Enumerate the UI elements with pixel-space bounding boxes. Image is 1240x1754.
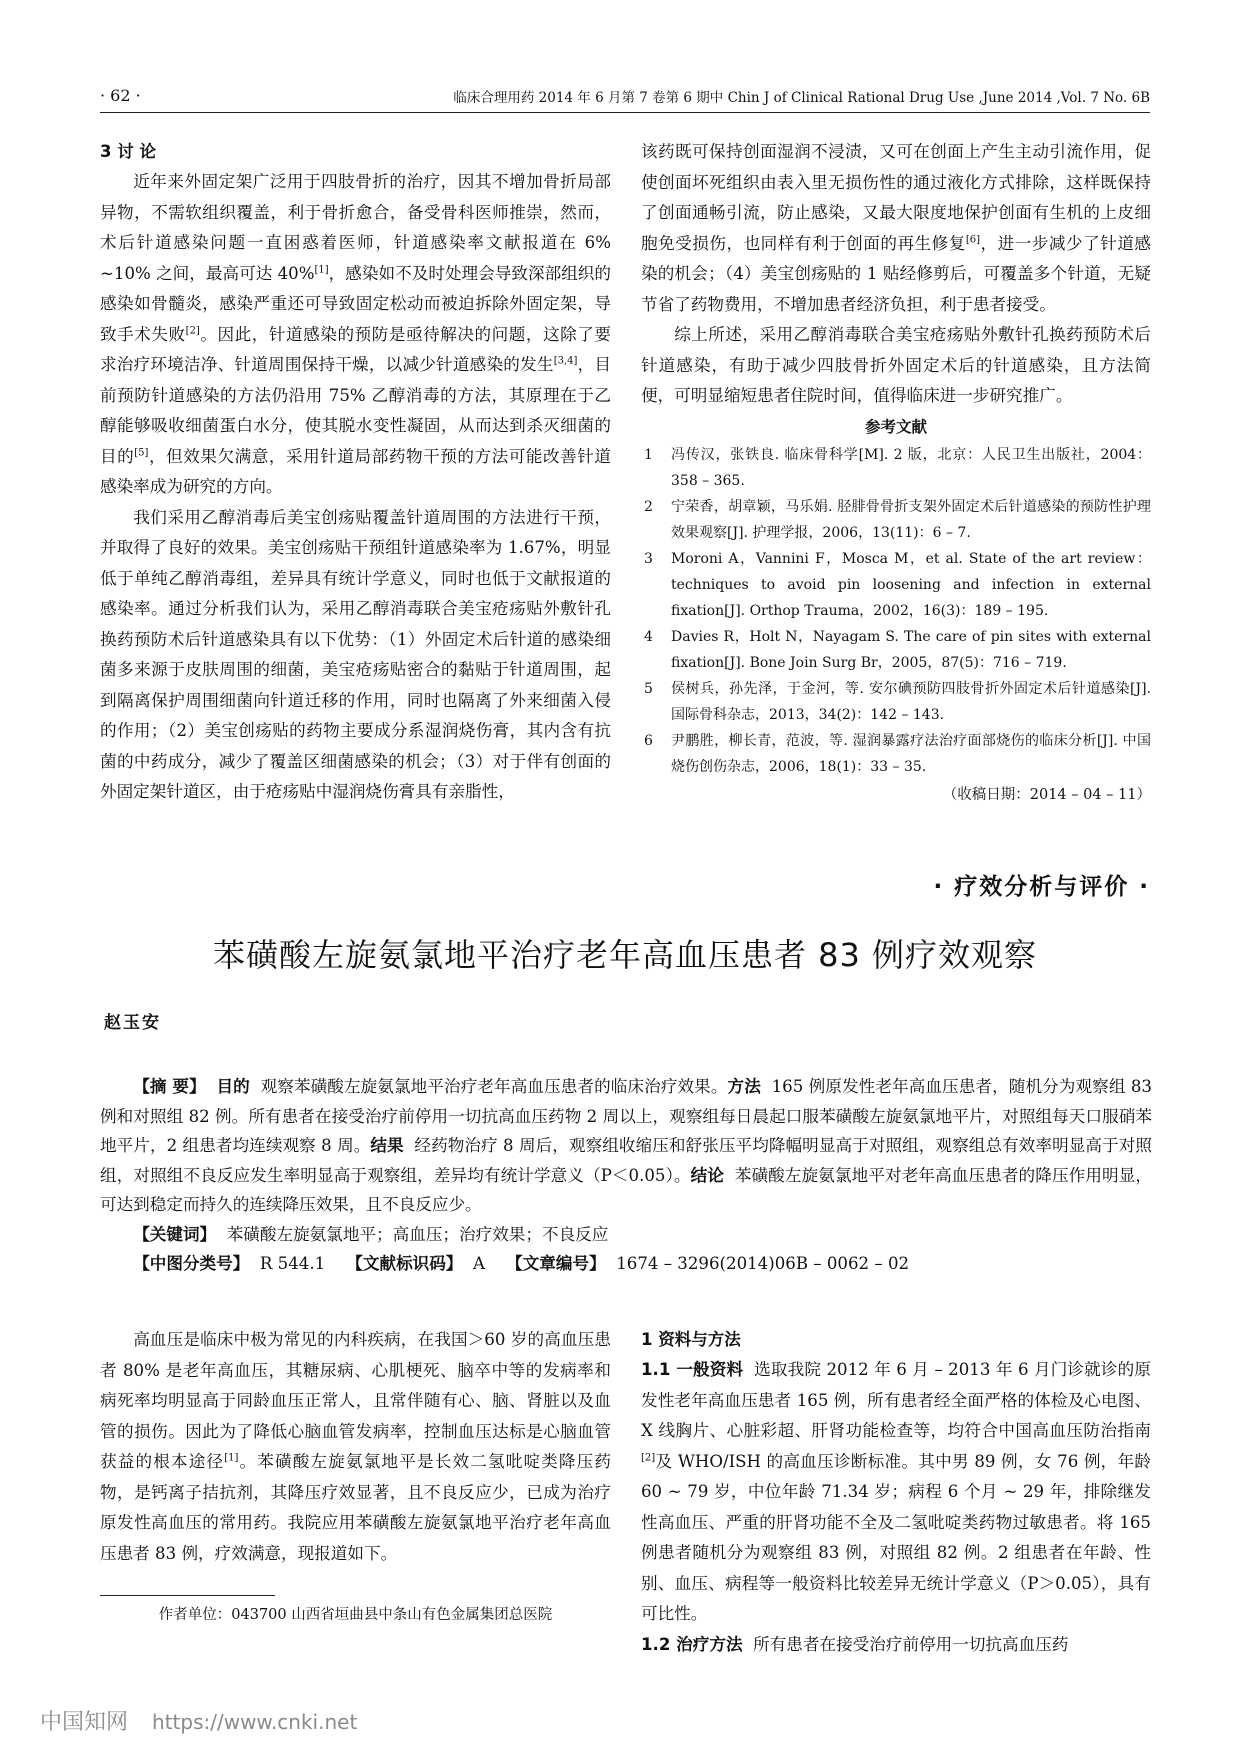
journal-running-header: 临床合理用药 2014 年 6 月第 7 卷第 6 期中 Chin J of Clinical Rational Drug Use ,June 2014 ,Vol. 7 No. 6B <box>453 90 1150 106</box>
discussion-paragraph-2: 我们采用乙醇消毒后美宝创疡贴覆盖针道周围的方法进行干预，并取得了良好的效果。美宝创疡贴干预组针道感染率为 1.67%，明显低于单纯乙醇消毒组，差异具有统计学意义，同时也低于文献报道的感染率。通过分析我们认为，采用乙醇消毒联合美宝疮疡贴外敷针孔换药预防术后针道感染具有以下优势：（1）外固定术后针道的感染细菌多来源于皮肤周围的细菌，美宝疮疡贴密合的黏贴于针道周围，起到隔离保护周围细菌向针道迁移的作用，同时也隔离了外来细菌入侵的作用；（2）美宝创疡贴的药物主要成分系湿润烧伤膏，其内含有抗菌的中药成分，减少了覆盖区细菌感染的机会；（3）对于伴有创面的外固定架针道区，由于疮疡贴中湿润烧伤膏具有亲脂性， <box>100 507 611 801</box>
reference-number: 3 <box>644 550 653 567</box>
reference-item <box>641 624 1151 676</box>
reference-text: Moroni A，Vannini F，Mosca M，et al. State of the art review：techniques to avoid pin loosening and infection in external fixation[J]. Orthop Trauma，2002，16(3)：189 – 195. <box>671 550 1151 619</box>
discussion-paragraph-continued <box>641 137 1151 320</box>
purpose-text: 观察苯磺酸左旋氨氯地平治疗老年高血压患者的临床治疗效果。 <box>260 1077 728 1096</box>
paragraph-text: 所有患者在接受治疗前停用一切抗高血压药 <box>753 1634 1069 1654</box>
reference-item <box>641 546 1151 624</box>
keywords-text: 苯磺酸左旋氨氯地平；高血压；治疗效果；不良反应 <box>226 1224 609 1244</box>
reference-list <box>641 442 1151 780</box>
reference-number: 2 <box>644 498 653 515</box>
conclusion-label: 结论 <box>690 1165 725 1185</box>
article-body-left <box>100 1325 611 1569</box>
reference-number: 1 <box>644 446 653 463</box>
doccode-label: 【文献标识码】 <box>346 1254 463 1273</box>
article-number-label: 【文章编号】 <box>506 1254 606 1273</box>
paragraph-text: ，但效果欠满意，采用针道局部药物干预的方法可能改善针道感染率成为研究的方向。 <box>100 446 611 496</box>
reference-text: 宁荣香，胡章颖，马乐娟. 胫腓骨骨折支架外固定术后针道感染的预防性护理效果观察[J]. 护理学报，2006，13(11)：6 – 7. <box>671 498 1151 541</box>
paragraph-text: ，目前预防针道感染的方法仍沿用 75% 乙醇消毒的方法，其原理在于乙醇能够吸收细菌蛋白水分，使其脱水变性凝固，从而达到杀灭细菌的目的 <box>100 355 612 466</box>
reference-item <box>641 728 1151 780</box>
reference-number: 5 <box>644 680 653 697</box>
paragraph-text: 及 WHO/ISH 的高血压诊断标准。其中男 89 例，女 76 例，年龄 60 ~ 79 岁，中位年龄 71.34 岁；病程 6 个月 ~ 29 年，排除继发性高血压、严重的肝肾功能不全及二氢吡啶类药物过敏患者。将 165 例患者随机分为观察组 83 例，对照组 82 例。2 组患者在年龄、性别、血压、病程等一般资料比较差异无统计学意义（P＞0.05），具有可比性。 <box>641 1451 1151 1623</box>
paragraph-text: 该药既可保持创面湿润不浸渍，又可在创面上产生主动引流作用，促使创面坏死组织由表入里无损伤性的通过液化方式排除，这样既保持了创面通畅引流，防止感染，又最大限度地保护创面有生机的上皮细胞免受损伤，也同样有利于创面的再生修复 <box>641 142 1151 253</box>
keywords-line <box>100 1220 1152 1250</box>
received-date: （收稿日期：2014 – 04 – 11） <box>942 786 1151 803</box>
prev-article-left-column <box>100 137 611 808</box>
classification-line <box>100 1249 1152 1279</box>
paragraph-text: 高血压是临床中极为常见的内科疾病，在我国＞60 岁的高血压患者 80% 是老年高血压，其糖尿病、心肌梗死、脑卒中等的发病率和病死率均明显高于同龄血压正常人，且常伴随有心、脑、肾脏以及血管的损伤。因此为了降低心脑血管发病率，控制血压达标是心脑血管获益的根本途径 <box>100 1330 611 1471</box>
clc-value: R 544.1 <box>259 1254 326 1273</box>
citation: [3,4] <box>553 355 578 367</box>
discussion-paragraph-1 <box>100 167 611 503</box>
article-number-value: 1674 – 3296(2014)06B – 0062 – 02 <box>616 1254 910 1273</box>
paragraph-text: 近年来外固定架广泛用于四肢骨折的治疗，因其不增加骨折局部异物，不需软组织覆盖，利于骨折愈合，备受骨科医师推崇，然而，术后针道感染问题一直困惑着医师，针道感染率文献报道在 6% ~10% 之间，最高可达 40% <box>100 172 611 283</box>
conclusion-text: 苯磺酸左旋氨氯地平对老年高血压患者的降压作用明显，可达到稳定而持久的连续降压效果，且不良反应少。 <box>100 1165 1152 1214</box>
clc-label: 【中图分类号】 <box>133 1254 250 1273</box>
abstract-block <box>100 1072 1152 1279</box>
header-divider <box>100 112 1150 113</box>
method-text: 165 例原发性老年高血压患者，随机分为观察组 83 例和对照组 82 例。所有患者在接受治疗前停用一切抗高血压药物 2 周以上，观察组每日晨起口服苯磺酸左旋氨氯地平片，对照组每天口服硝苯地平片，2 组患者均连续观察 8 周。 <box>100 1077 1152 1155</box>
reference-item <box>641 494 1151 546</box>
citation: [5] <box>134 446 149 458</box>
abstract-paragraph <box>100 1072 1152 1220</box>
citation: [1] <box>224 1452 239 1464</box>
references-heading: 参考文献 <box>864 417 927 436</box>
discussion-heading: 3 讨 论 <box>100 142 156 161</box>
method-label: 方法 <box>727 1077 761 1096</box>
subsection-label: 1.2 治疗方法 <box>641 1634 743 1654</box>
keywords-label: 【关键词】 <box>133 1224 217 1244</box>
page-number: · 62 · <box>100 86 141 105</box>
reference-text: Davies R，Holt N，Nayagam S. The care of pin sites with external fixation[J]. Bone Join Surg Br，2005，87(5)：716 – 719. <box>671 628 1151 671</box>
footnote-divider <box>100 1595 275 1596</box>
methods-heading: 1 资料与方法 <box>641 1330 741 1349</box>
section-category: · 疗效分析与评价 · <box>933 874 1150 900</box>
intro-paragraph <box>100 1325 611 1569</box>
conclusion-paragraph: 综上所述，采用乙醇消毒联合美宝疮疡贴外敷针孔换药预防术后针道感染，有助于减少四肢骨折外固定术后的针道感染，且方法简便，可明显缩短患者住院时间，值得临床进一步研究推广。 <box>641 325 1151 405</box>
citation: [6] <box>965 233 981 245</box>
paragraph-text: ，感染如不及时处理会导致深部组织的感染如骨髓炎，感染严重还可导致固定松动而被迫拆除外固定架，导致手术失败 <box>100 263 611 344</box>
reference-text: 冯传汉，张铁良. 临床骨科学[M]. 2 版，北京：人民卫生出版社，2004：358 – 365. <box>671 446 1151 489</box>
reference-number: 6 <box>644 732 653 749</box>
article-body-right <box>641 1325 1151 1660</box>
author-name: 赵玉安 <box>104 1013 161 1033</box>
treatment-paragraph <box>641 1630 1151 1661</box>
author-affiliation-footnote: 作者单位：043700 山西省垣曲县中条山有色金属集团总医院 <box>158 1607 553 1623</box>
subsection-label: 1.1 一般资料 <box>641 1360 744 1379</box>
reference-text: 尹鹏胜，柳长青，范波，等. 湿润暴露疗法治疗面部烧伤的临床分析[J]. 中国烧伤创伤杂志，2006，18(1)：33 – 35. <box>671 732 1151 775</box>
reference-item <box>641 442 1151 494</box>
cnki-watermark <box>40 1705 357 1736</box>
citation: [2] <box>185 324 200 336</box>
result-label: 结果 <box>370 1136 404 1155</box>
doccode-value: A <box>473 1254 485 1273</box>
paragraph-text: 。苯磺酸左旋氨氯地平是长效二氢吡啶类降压药物，是钙离子拮抗剂，其降压疗效显著，且不良反应少，已成为治疗原发性高血压的常用药。我院应用苯磺酸左旋氨氯地平治疗老年高血压患者 83 例，疗效满意，现报道如下。 <box>100 1452 612 1563</box>
reference-number: 4 <box>644 628 653 645</box>
paragraph-text: ，进一步减少了针道感染的机会；（4）美宝创疡贴的 1 贴经修剪后，可覆盖多个针道，无疑节省了药物费用，不增加患者经济负担，利于患者接受。 <box>641 233 1152 314</box>
citation: [2] <box>641 1451 656 1463</box>
watermark-url: https://www.cnki.net <box>152 1710 358 1734</box>
abstract-label: 【摘 要】 <box>133 1077 206 1096</box>
purpose-label: 目的 <box>216 1077 250 1096</box>
general-data-paragraph <box>641 1355 1151 1630</box>
article-title: 苯磺酸左旋氨氯地平治疗老年高血压患者 83 例疗效观察 <box>212 936 1038 974</box>
citation: [1] <box>314 263 329 275</box>
paragraph-text: 。因此，针道感染的预防是亟待解决的问题，这除了要求治疗环境洁净、针道周围保持干燥，以减少针道感染的发生 <box>100 324 612 374</box>
reference-item <box>641 676 1151 728</box>
watermark-brand: 中国知网 <box>40 1710 129 1735</box>
result-text: 经药物治疗 8 周后，观察组收缩压和舒张压平均降幅明显高于对照组，观察组总有效率明显高于对照组，对照组不良反应发生率明显高于观察组，差异均有统计学意义（P＜0.05）。 <box>100 1136 1152 1185</box>
paragraph-text: 选取我院 2012 年 6 月 – 2013 年 6 月门诊就诊的原发性老年高血压患者 165 例，所有患者经全面严格的体检及心电图、X 线胸片、心脏彩超、肝肾功能检查等，均符合中国高血压防治指南 <box>641 1360 1151 1440</box>
reference-text: 侯树兵，孙先泽，于金河，等. 安尔碘预防四肢骨折外固定术后针道感染[J]. 国际骨科杂志，2013，34(2)：142 – 143. <box>671 680 1151 723</box>
prev-article-right-column <box>641 137 1151 810</box>
